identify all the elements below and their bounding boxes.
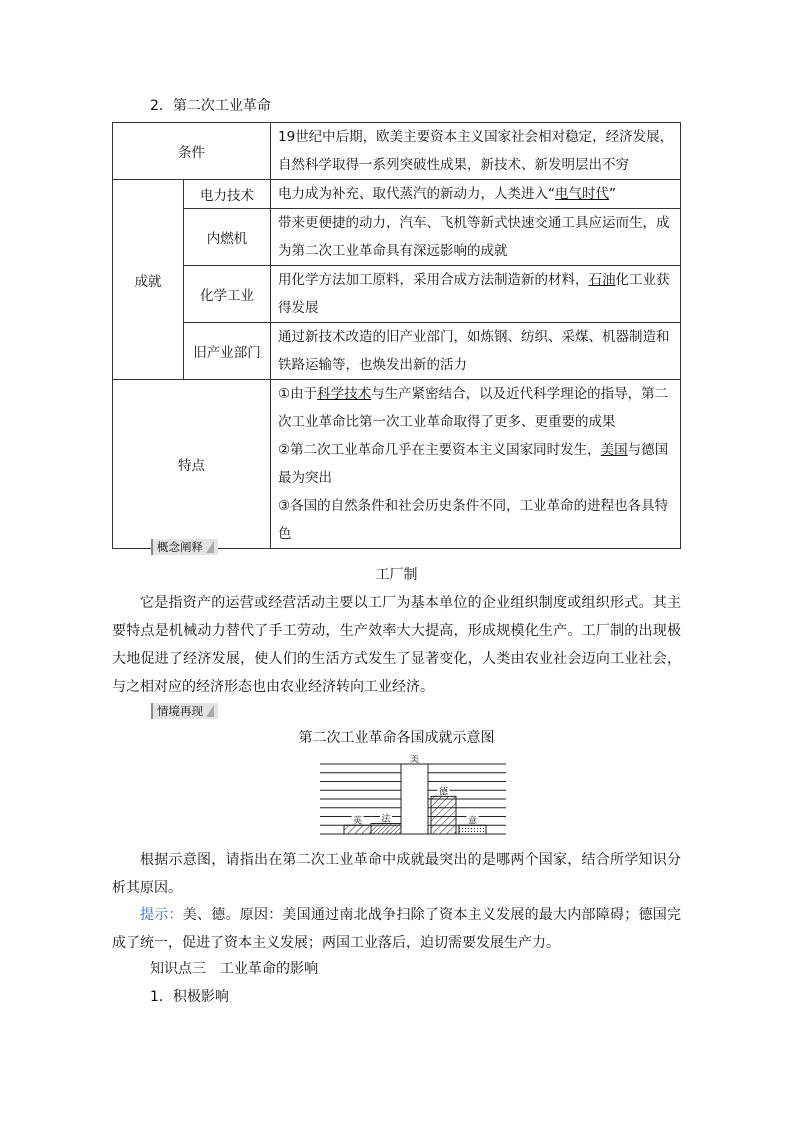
chart-bar-label: 法: [381, 814, 391, 825]
achievement-text: 带来更便捷的动力，汽车、飞机等新式快速交通工具应运而生，成为第二次工业革命具有深远影响的成就: [271, 209, 681, 266]
concept-title: 工厂制: [375, 567, 418, 583]
table-row: [113, 266, 681, 323]
chart-bar-label: 美: [409, 755, 420, 765]
achievement-name: 旧产业部门: [184, 323, 271, 380]
knowledge-point-subtitle: 1．积极影响: [150, 989, 229, 1005]
hint-label: 提示：: [140, 907, 183, 923]
chart-bar: [401, 764, 428, 834]
table-row-features: [113, 380, 681, 549]
second-industrial-revolution-table: [112, 122, 681, 549]
achievement-text: 通过新技术改造的旧产业部门，如炼钢、纺织、采煤、机器制造和铁路运输等，也焕发出新的活力: [271, 323, 681, 380]
feature-label: 特点: [113, 380, 271, 549]
concept-text: 它是指资产的运营或经营活动主要以工厂为基本单位的企业组织制度或组织形式。其主要特点是机械动力替代了手工劳动，生产效率大大提高，形成规模化生产。工厂制的出现极大地促进了经济发展，使人们的生活方式发生了显著变化，人类由农业社会迈向工业社会，与之相对应的经济形态也由农业经济转向工业经济。: [112, 595, 681, 695]
question-text: 根据示意图，请指出在第二次工业革命中成就最突出的是哪两个国家，结合所学知识分析其原因。: [112, 852, 681, 896]
achievement-label: 成就: [113, 180, 184, 380]
table-row: [113, 323, 681, 380]
achievement-text: 用化学方法加工原料，采用合成方法制造新的材料，石油化工业获得发展: [271, 266, 681, 323]
condition-label: 条件: [113, 123, 271, 180]
chart-bar: [459, 825, 486, 834]
concept-tag: 概念阐释: [151, 539, 218, 555]
section-title: 2．第二次工业革命: [150, 98, 271, 114]
feature-text: [271, 380, 681, 549]
achievement-text: 电力成为补充、取代蒸汽的新动力，人类进入“电气时代”: [271, 180, 681, 209]
table-row-condition: [113, 123, 681, 180]
hint-text: 提示：美、德。原因：美国通过南北战争扫除了资本主义发展的最大内部障碍；德国完成了统一，促进了资本主义发展；两国工业落后，迫切需要发展生产力。: [112, 907, 682, 951]
feature-item: ②第二次工业革命几乎在主要资本主义国家同时发生，美国与德国最为突出: [278, 442, 669, 486]
chart-bar: [344, 825, 371, 834]
concept-paragraph: [112, 589, 681, 701]
chart-title: 第二次工业革命各国成就示意图: [298, 730, 495, 746]
chart-bar: [431, 796, 456, 834]
achievement-name: 化学工业: [184, 266, 271, 323]
chart-bar-label: 德: [438, 787, 449, 798]
chart-bar: [371, 824, 401, 835]
question-paragraph: [112, 846, 681, 902]
feature-item: ③各国的自然条件和社会历史条件不同，工业革命的进程也各具特色: [278, 498, 669, 542]
chart-bar-label: 英: [352, 816, 363, 827]
table-row: [113, 209, 681, 266]
achievement-name: 电力技术: [184, 180, 271, 209]
chart-bar-label: 意: [467, 816, 478, 827]
feature-item: ①由于科学技术与生产紧密结合，以及近代科学理论的指导，第二次工业革命比第一次工业革命取得了更多、更重要的成果: [278, 386, 669, 430]
achievement-chart: [320, 755, 506, 837]
condition-text: 19世纪中后期，欧美主要资本主义国家社会相对稳定，经济发展，自然科学取得一系列突破性成果，新技术、新发明层出不穷: [271, 123, 681, 180]
table-row: [113, 180, 681, 209]
achievement-name: 内燃机: [184, 209, 271, 266]
hint-paragraph: [112, 901, 681, 957]
knowledge-point-title: 知识点三 工业革命的影响: [150, 961, 318, 977]
scene-tag: 情境再现: [151, 703, 218, 719]
